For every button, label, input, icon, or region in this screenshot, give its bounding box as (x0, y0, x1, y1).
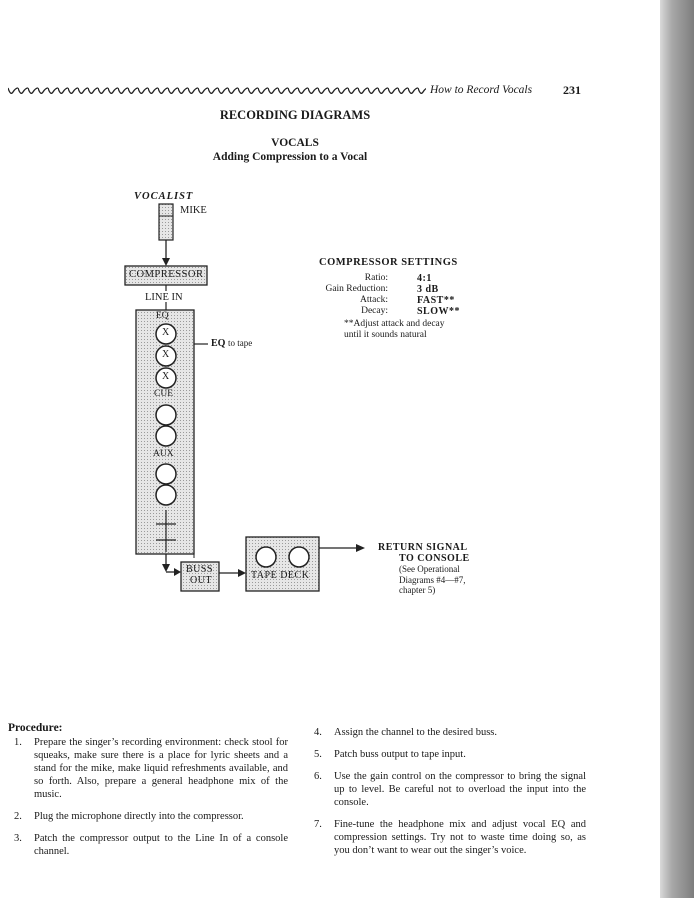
aux-label: AUX (153, 449, 174, 459)
mike-label: MIKE (180, 205, 207, 216)
page-title: RECORDING DIAGRAMS (219, 108, 371, 122)
return-signal-note: RETURN SIGNAL TO CONSOLE (See Operational Diagrams #4—#7, chapter 5) (378, 542, 470, 595)
procedure-step: 5. Patch buss output to tape input. (314, 749, 466, 760)
vocalist-label: VOCALIST (134, 191, 194, 202)
cue-knob (156, 426, 176, 446)
running-head: How to Record Vocals (430, 84, 533, 96)
section-subtitle-2: Adding Compression to a Vocal (212, 151, 368, 163)
eq-knob-x: X (162, 349, 170, 360)
cue-knob (156, 405, 176, 425)
tape-deck-label: TAPE DECK (251, 570, 310, 581)
cue-label: CUE (154, 389, 173, 399)
buss-label: BUSS (186, 564, 214, 575)
procedure-list-left (8, 736, 288, 867)
procedure-heading: Procedure: (8, 722, 63, 734)
section-subtitle: VOCALS (271, 137, 319, 149)
procedure-list-right (308, 726, 586, 866)
aux-knob (156, 464, 176, 484)
settings-note: until it sounds natural (344, 330, 427, 340)
eq-label: EQ (156, 311, 169, 321)
aux-knob (156, 485, 176, 505)
procedure-step: 2. Plug the microphone directly into the compressor. (14, 811, 244, 822)
procedure-step: 1. Prepare the singer’s recording environment: check stool for squeaks, make sure there is a place for lyric sheets and a stand for the mike, make liquid refreshments available, and so forth. Also, prepare a general headphone mix of the music. (14, 737, 288, 800)
tape-reel (289, 547, 309, 567)
compressor-label: COMPRESSOR (129, 269, 204, 280)
procedure-step: 3. Patch the compressor output to the Line In of a console channel. (14, 833, 288, 857)
settings-note: **Adjust attack and decay (344, 319, 445, 329)
procedure-step: 4. Assign the channel to the desired buss. (314, 727, 498, 738)
out-label: OUT (190, 575, 213, 586)
procedure-step: 7. Fine-tune the headphone mix and adjust vocal EQ and compression settings. Try not to waste time doing so, as you don’t want to wear out the singer’s voice. (314, 819, 586, 856)
line-in-label: LINE IN (145, 292, 183, 303)
page-number: 231 (563, 83, 581, 97)
settings-title: COMPRESSOR SETTINGS (319, 257, 458, 268)
eq-to-tape-label: EQ to tape (211, 338, 253, 349)
tape-reel (256, 547, 276, 567)
procedure-step: 6. Use the gain control on the compressor to bring the signal up to level. Be careful not to overload the input into the console. (314, 771, 586, 808)
eq-knob-x: X (162, 371, 170, 382)
mike-shape (159, 204, 173, 240)
eq-knob-x: X (162, 327, 170, 338)
tape-deck-box (246, 537, 319, 591)
